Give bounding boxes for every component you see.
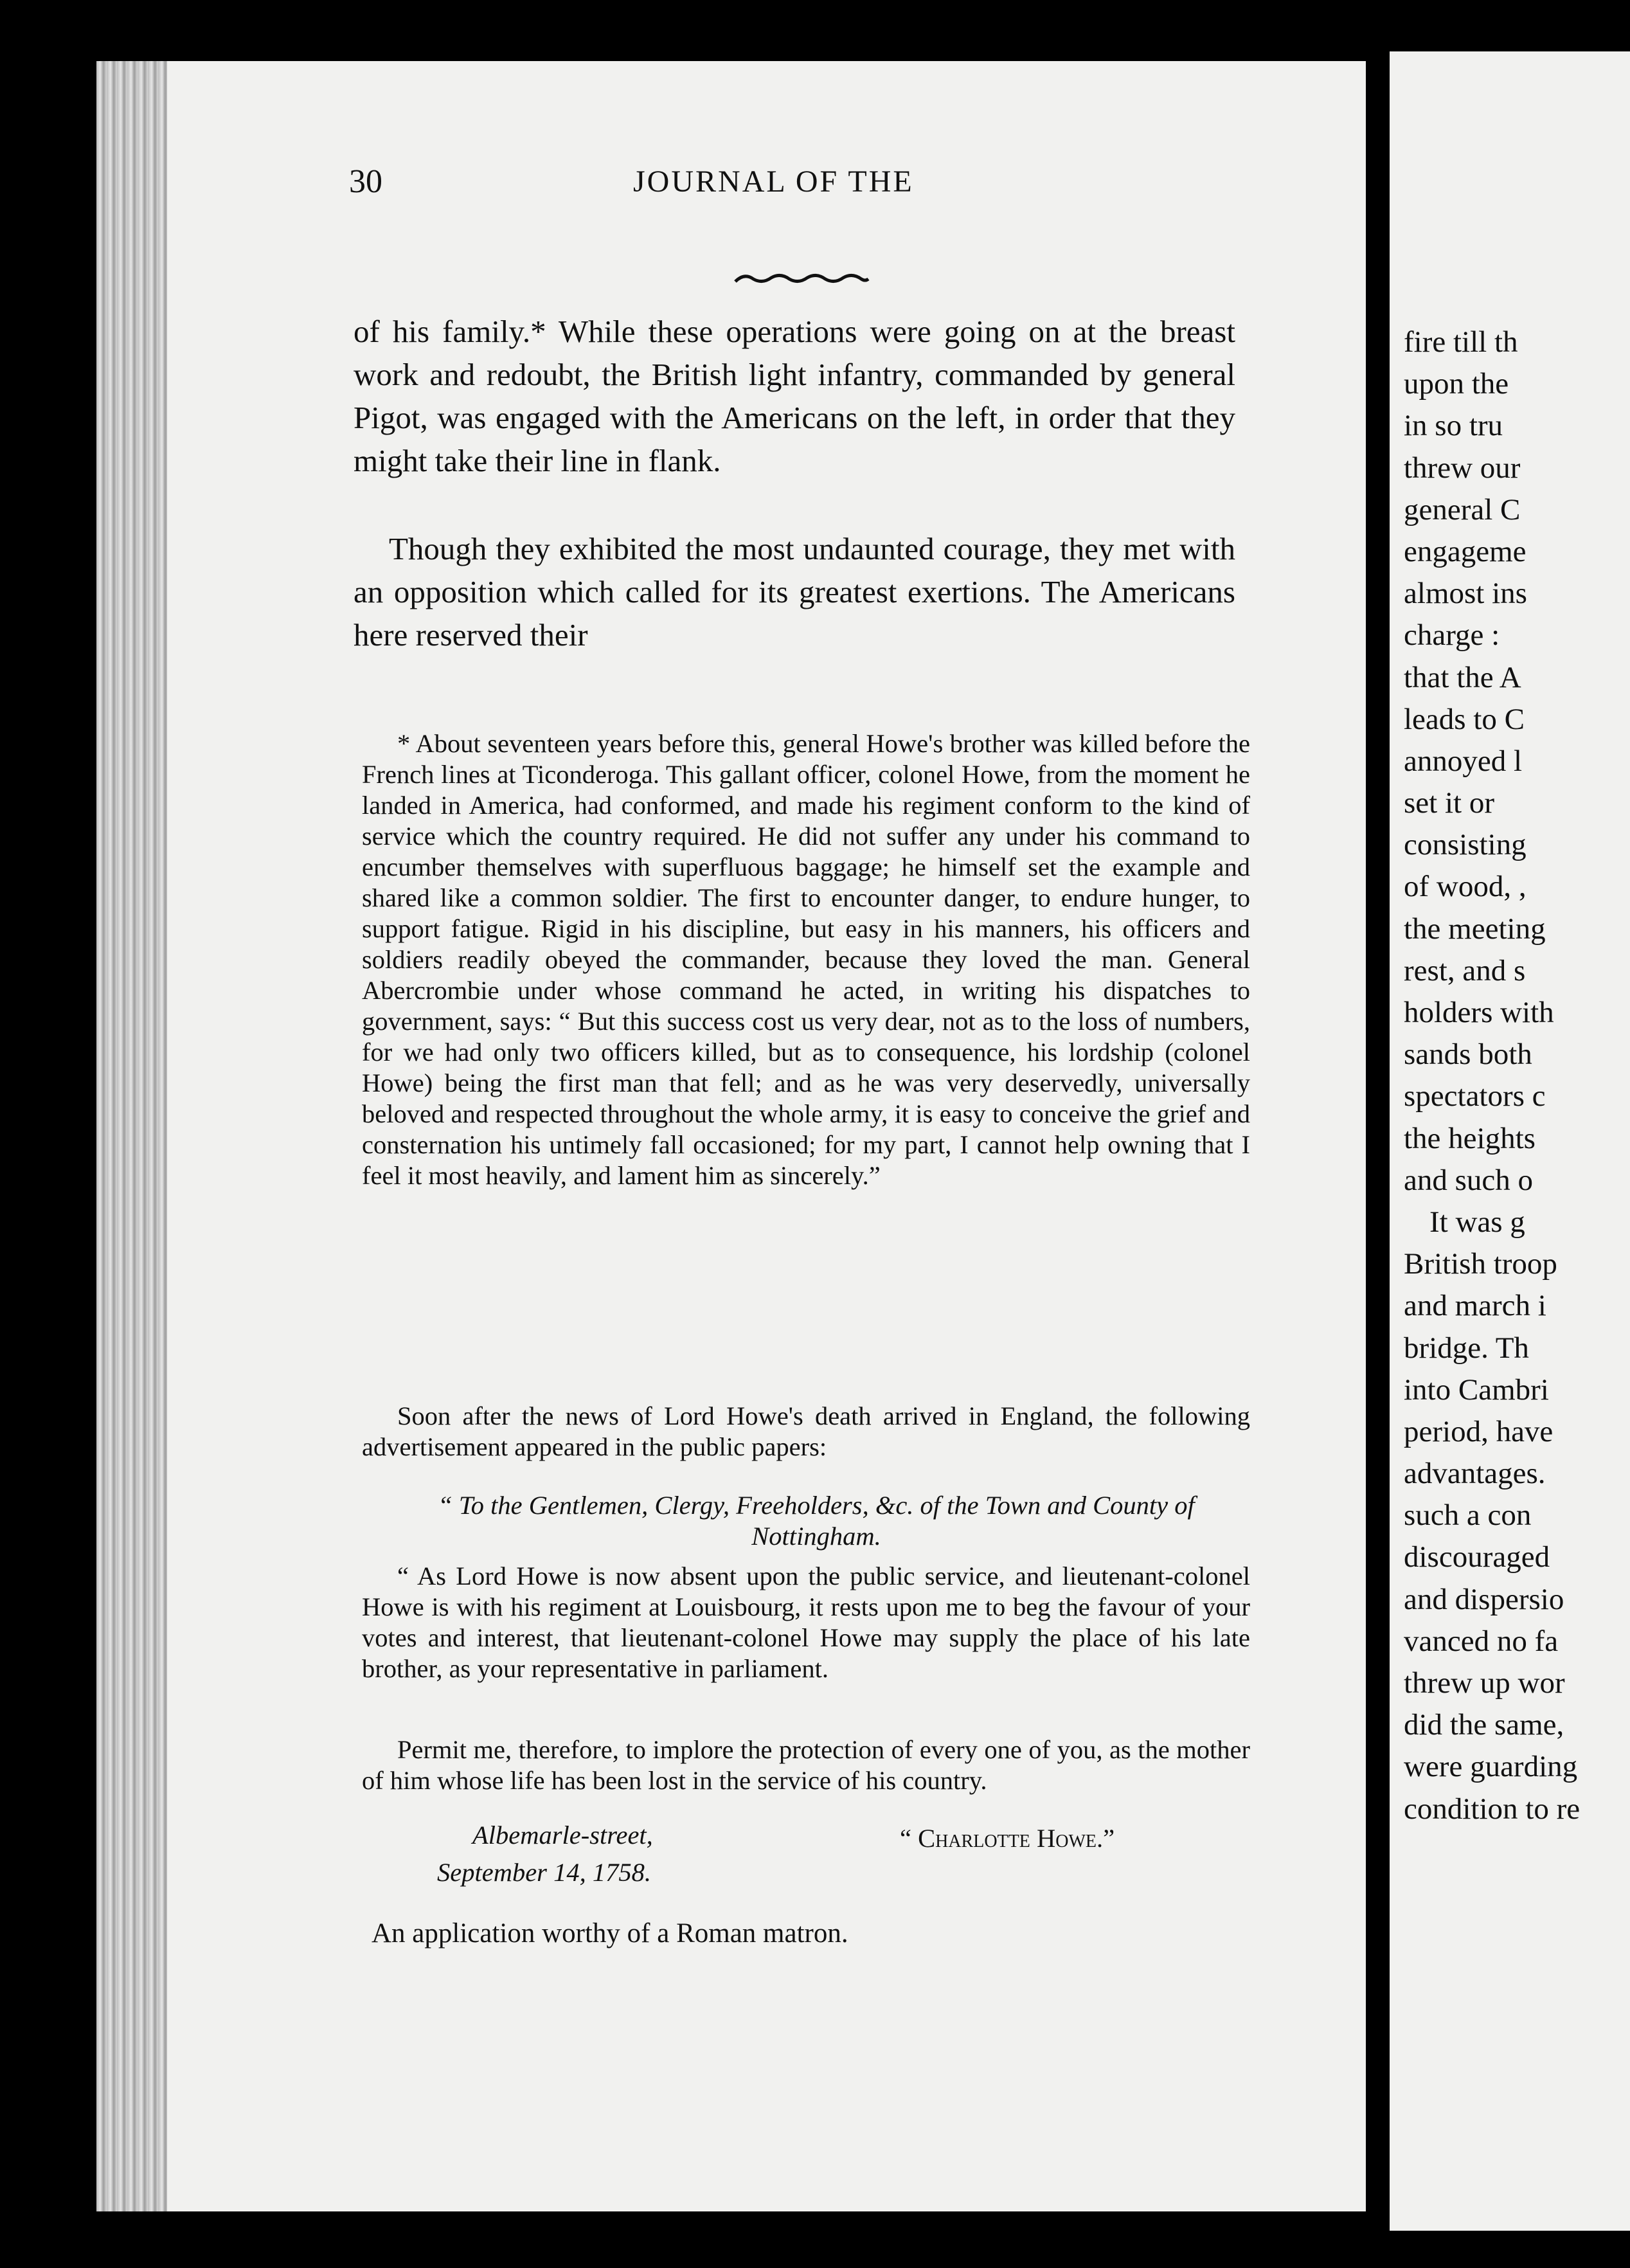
text-line: such a con	[1404, 1498, 1532, 1533]
footnote-address: “ To the Gentlemen, Clergy, Freeholders, &c. of the Town and County of Nottingham.	[438, 1491, 1195, 1551]
body-paragraph: Though they exhibited the most undaunted courage, they met with an opposition which called for its greatest exertions. The Americans here reserved their	[354, 531, 1235, 652]
footnote-paragraph: “ As Lord Howe is now absent upon the public service, and lieutenant-colonel Howe is with his regiment at Louisbourg, it rests upon me to beg the favour of your votes and interest, that lieutenant-colonel Howe may supply the place of his late brother, as your representative in parliament.	[362, 1562, 1250, 1683]
text-line: rest, and s	[1404, 953, 1526, 987]
text-line: annoyed l	[1404, 744, 1523, 778]
text-line: of wood, ,	[1404, 870, 1527, 904]
footnote-date: September 14, 1758.	[437, 1858, 651, 1887]
text-line: did the same,	[1404, 1708, 1564, 1742]
text-line: the heights	[1404, 1121, 1536, 1155]
text-line: engageme	[1404, 534, 1527, 568]
ornament-rule	[733, 270, 871, 287]
page-number: 30	[349, 163, 382, 200]
text-line: almost ins	[1404, 577, 1527, 611]
text-line: threw up wor	[1404, 1666, 1565, 1700]
text-line: upon the	[1404, 367, 1509, 401]
footnote-place: Albemarle-street,	[472, 1821, 653, 1850]
text-line: spectators c	[1404, 1079, 1546, 1113]
text-line: fire till th	[1404, 325, 1518, 359]
text-line: consisting	[1404, 828, 1527, 862]
text-line: period, have	[1404, 1414, 1554, 1448]
running-head: JOURNAL OF THE	[633, 165, 914, 199]
text-line: general C	[1404, 492, 1521, 526]
text-line: discouraged	[1404, 1540, 1550, 1574]
text-line: charge :	[1404, 618, 1500, 652]
footnote-closing: An application worthy of a Roman matron.	[372, 1918, 848, 1949]
text-line: into Cambri	[1404, 1372, 1549, 1407]
text-line: It was g	[1429, 1205, 1525, 1239]
text-line: were guarding	[1404, 1750, 1578, 1784]
text-line: sands both	[1404, 1038, 1532, 1072]
text-line: and dispersio	[1404, 1582, 1564, 1616]
text-line: in so tru	[1404, 409, 1503, 443]
text-line: condition to re	[1404, 1792, 1581, 1826]
text-line: British troop	[1404, 1247, 1557, 1281]
text-line: bridge. Th	[1404, 1331, 1529, 1365]
footnote-signature: “ Charlotte Howe.”	[900, 1824, 1115, 1853]
body-paragraph: of his family.* While these operations were going on at the breast work and redoubt, the British light infantry, commanded by general Pigot, was engaged with the Americans on the left, in order that they might take their line in flank.	[354, 314, 1235, 478]
footnote-paragraph: Soon after the news of Lord Howe's death arrived in England, the following advertisement appeared in the public papers:	[362, 1401, 1250, 1461]
text-line: the meeting	[1404, 912, 1546, 946]
text-line: holders with	[1404, 996, 1554, 1029]
text-line: that the A	[1404, 660, 1521, 694]
text-line: set it or	[1404, 786, 1494, 820]
text-line: vanced no fa	[1404, 1624, 1559, 1658]
footnote-paragraph: Permit me, therefore, to implore the protection of every one of you, as the mother of him whose life has been lost in the service of his country.	[362, 1735, 1250, 1795]
text-line: and such o	[1404, 1163, 1534, 1197]
text-line: threw our	[1404, 451, 1521, 485]
text-line: advantages.	[1404, 1457, 1546, 1491]
page-header	[0, 153, 1630, 211]
page-edge	[96, 61, 167, 2211]
text-line: and march i	[1404, 1289, 1546, 1323]
footnote-paragraph: * About seventeen years before this, general Howe's brother was killed before the French lines at Ticonderoga. This gallant officer, colonel Howe, from the moment he landed in America, had conformed, and made his regiment conform to the kind of service which the country required. He did not suffer any under his command to encumber themselves with superfluous baggage; he himself set the example and shared like a common soldier. The first to encounter danger, to endure hunger, to support fatigue. Rigid in his discipline, but easy in his manners, his officers and soldiers readily obeyed the commander, because they loved the man. General Abercrombie under whose command he acted, in writing his dispatches to government, says: “ But this success cost us very dear, not as to the loss of numbers, for we had only two officers killed, but as to consequence, his lordship (colonel Howe) being the first man that fell; and as he was very deservedly, universally beloved and respected throughout the whole army, it is easy to conceive the grief and consternation his untimely fall occasioned; for my part, I cannot help owning that I feel it most heavily, and lament him as sincerely.”	[362, 729, 1250, 1190]
right-page-column	[1404, 321, 1630, 1830]
right-page	[1390, 51, 1630, 2231]
text-line: leads to C	[1404, 702, 1525, 736]
